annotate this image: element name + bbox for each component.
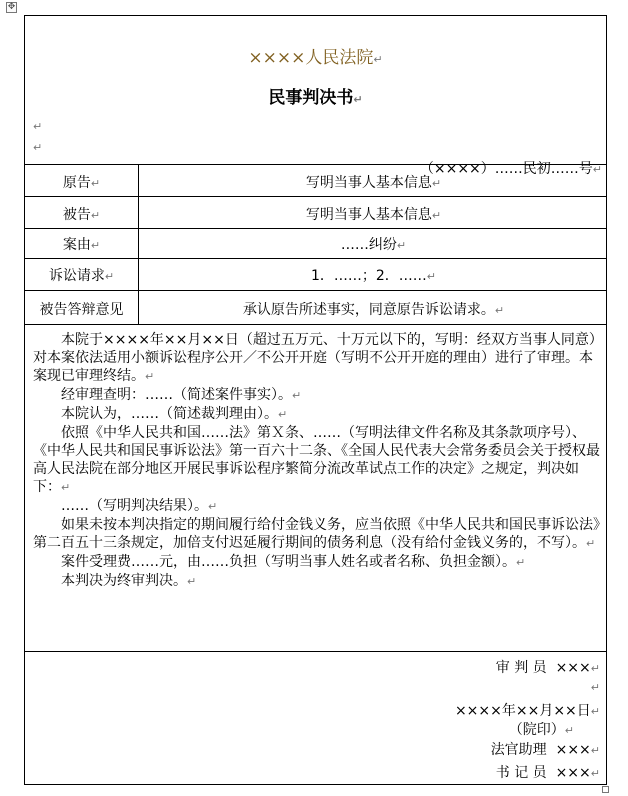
paragraph-mark-icon: ↵ <box>353 93 363 106</box>
paragraph-mark-icon: ↵ <box>292 389 302 402</box>
paragraph-mark-icon: ↵ <box>590 705 600 718</box>
paragraph-mark-icon: ↵ <box>431 209 442 222</box>
field-label-defense: 被告答辩意见 <box>39 302 124 318</box>
field-label-cause: 案由↵ <box>62 237 101 253</box>
table-divider <box>25 324 606 325</box>
field-label-defendant: 被告↵ <box>62 207 101 223</box>
paragraph-mark-icon: ↵ <box>90 209 101 222</box>
paragraph-mark-icon: ↵ <box>590 767 600 780</box>
field-value-claims[interactable]: 1．……；2．……↵ <box>310 268 437 284</box>
paragraph-mark-icon: ↵ <box>494 304 505 317</box>
field-value-defendant[interactable]: 写明当事人基本信息↵ <box>305 207 442 223</box>
body-paragraph: ……（写明判决结果）。↵ <box>61 498 218 514</box>
field-label-plaintiff: 原告↵ <box>62 175 101 191</box>
paragraph-mark-icon: ↵ <box>431 177 442 190</box>
assistant-signature: 法官助理 ×××↵ <box>490 742 600 758</box>
table-move-handle-icon[interactable]: ✥ <box>7 2 16 12</box>
table-divider <box>25 164 606 165</box>
table-divider <box>25 258 606 259</box>
paragraph-mark-icon: ↵ <box>516 556 526 569</box>
document-title: 民事判决书↵ <box>268 88 363 108</box>
body-paragraph: 经审理查明：……（简述案件事实）。↵ <box>61 387 302 403</box>
paragraph-mark-icon: ↵ <box>278 408 288 421</box>
field-value-defense[interactable]: 承认原告所述事实，同意原告诉讼请求。↵ <box>242 302 505 318</box>
field-value-cause[interactable]: ……纠纷↵ <box>340 237 407 253</box>
court-seal: （院印）↵ <box>508 722 574 738</box>
empty-paragraph-mark-icon: ↵ <box>590 681 600 694</box>
paragraph-mark-icon: ↵ <box>426 270 437 283</box>
paragraph-mark-icon: ↵ <box>208 500 218 513</box>
table-divider <box>25 196 606 197</box>
field-label-claims: 诉讼请求↵ <box>48 268 115 284</box>
body-paragraph: 本院于××××年××月××日（超过五万元、十万元以下的，写明：经双方当事人同意）对本案依法适用小额诉讼程序公开／不公开开庭（写明不公开开庭的理由）进行了审理。本案现已审理终结。↵ <box>33 332 603 384</box>
judge-signature: 审 判 员 ×××↵ <box>495 660 600 676</box>
paragraph-mark-icon: ↵ <box>187 575 197 588</box>
judgment-date: ××××年××月××日↵ <box>454 703 600 719</box>
paragraph-mark-icon: ↵ <box>90 239 101 252</box>
paragraph-mark-icon: ↵ <box>396 239 407 252</box>
empty-paragraph-mark-icon: ↵ <box>33 120 43 133</box>
clerk-signature: 书 记 员 ×××↵ <box>495 765 600 781</box>
table-divider <box>25 290 606 291</box>
paragraph-mark-icon: ↵ <box>90 177 101 190</box>
paragraph-mark-icon: ↵ <box>61 481 71 494</box>
paragraph-mark-icon: ↵ <box>564 724 574 737</box>
body-paragraph: 本院认为，……（简述裁判理由）。↵ <box>61 406 288 422</box>
case-number: （××××）……民初……号↵ <box>419 161 602 177</box>
paragraph-mark-icon: ↵ <box>592 163 602 176</box>
paragraph-mark-icon: ↵ <box>590 662 600 675</box>
empty-paragraph-mark-icon: ↵ <box>33 141 43 154</box>
body-paragraph: 案件受理费……元，由……负担（写明当事人姓名或者名称、负担金额）。↵ <box>61 554 526 570</box>
court-name: ××××人民法院↵ <box>248 48 383 68</box>
body-paragraph: 依照《中华人民共和国……法》第Ｘ条、……（写明法律文件名称及其条款项序号）、《中华人民共和国民事诉讼法》第一百六十二条、《全国人民代表大会常务委员会关于授权最高人民法院在部分地区开展民事诉讼程序繁简分流改革试点工作的决定》之规定，判决如下：↵ <box>33 425 600 495</box>
body-paragraph: 本判决为终审判决。↵ <box>61 573 197 589</box>
paragraph-mark-icon: ↵ <box>586 537 596 550</box>
table-resize-handle[interactable] <box>602 786 609 793</box>
judgment-document-table <box>24 15 607 785</box>
paragraph-mark-icon: ↵ <box>373 53 383 66</box>
field-value-plaintiff[interactable]: 写明当事人基本信息↵ <box>305 175 442 191</box>
judgment-body[interactable] <box>33 331 603 591</box>
paragraph-mark-icon: ↵ <box>104 270 115 283</box>
body-paragraph: 如果未按本判决指定的期间履行给付金钱义务，应当依照《中华人民共和国民事诉讼法》第二百五十三条规定，加倍支付迟延履行期间的债务利息（没有给付金钱义务的，不写）。↵ <box>33 517 600 551</box>
table-divider <box>25 651 606 652</box>
paragraph-mark-icon: ↵ <box>145 370 155 383</box>
table-divider <box>25 228 606 229</box>
paragraph-mark-icon: ↵ <box>590 744 600 757</box>
